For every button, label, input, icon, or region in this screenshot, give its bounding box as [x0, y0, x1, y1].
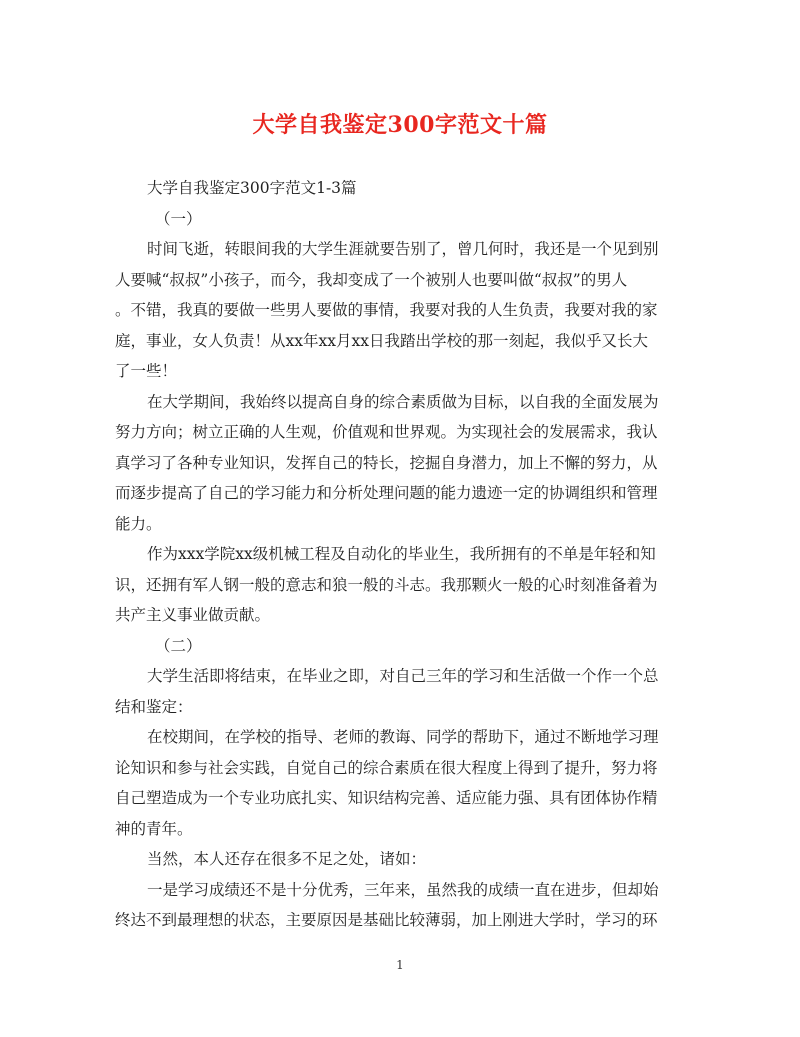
- page-number: 1: [396, 958, 404, 972]
- paragraph-3: [115, 539, 685, 631]
- paragraph-line: 共产主义事业做贡献。: [115, 606, 271, 624]
- paragraph-line: 作为xxx学院xx级机械工程及自动化的毕业生，我所拥有的不单是年轻和知: [147, 545, 656, 563]
- section-heading-1: （一）: [155, 209, 202, 228]
- paragraph-2: [115, 387, 685, 540]
- paragraph-line: 识，还拥有军人钢一般的意志和狼一般的斗志。我那颗火一般的心时刻准备着为: [115, 575, 658, 594]
- paragraph-line: 时间飞逝，转眼间我的大学生涯就要告别了，曾几何时，我还是一个见到别: [147, 240, 659, 258]
- paragraph-line: 神的青年。: [115, 819, 193, 838]
- paragraph-6: [115, 844, 685, 875]
- paragraph-line: 结和鉴定：: [115, 697, 193, 716]
- document-title: 大学自我鉴定300字范文十篇: [252, 112, 548, 138]
- paragraph-line: 终达不到最理想的状态，主要原因是基础比较薄弱，加上刚进大学时，学习的环: [115, 911, 658, 929]
- paragraph-line: 能力。: [115, 514, 162, 533]
- paragraph-line: 真学习了各种专业知识，发挥自己的特长，挖掘自身潜力，加上不懈的努力，从: [115, 453, 658, 472]
- paragraph-line: 在大学期间，我始终以提高自身的综合素质做为目标，以自我的全面发展为: [147, 392, 659, 411]
- paragraph-line: 。不错，我真的要做一些男人要做的事情，我要对我的人生负责，我要对我的家: [115, 301, 658, 319]
- section-heading-2: （二）: [155, 636, 202, 655]
- paragraph-line: 人要喊“叔叔”小孩子，而今，我却变成了一个被别人也要叫做“叔叔”的男人: [115, 270, 628, 289]
- subtitle: 大学自我鉴定300字范文1-3篇: [147, 179, 357, 197]
- paragraph-line: 了一些！: [115, 362, 178, 380]
- paragraph-line: 大学生活即将结束，在毕业之即，对自己三年的学习和生活做一个作一个总: [147, 667, 659, 685]
- paragraph-line: 自己塑造成为一个专业功底扎实、知识结构完善、适应能力强、具有团体协作精: [115, 789, 658, 807]
- paragraph-line: 努力方向；树立正确的人生观，价值观和世界观。为实现社会的发展需求，我认: [115, 423, 658, 441]
- paragraph-7: [115, 875, 685, 936]
- paragraph-line: 而逐步提高了自己的学习能力和分析处理问题的能力遗迹一定的协调组织和管理: [115, 484, 658, 502]
- paragraph-4: [115, 661, 685, 722]
- paragraph-line: 在校期间，在学校的指导、老师的教诲、同学的帮助下，通过不断地学习理: [147, 728, 659, 746]
- paragraph-line: 庭，事业，女人负责！从xx年xx月xx日我踏出学校的那一刻起，我似乎又长大: [115, 331, 648, 350]
- paragraph-1: [115, 234, 685, 387]
- document-body: [115, 173, 685, 936]
- paragraph-line: 一是学习成绩还不是十分优秀，三年来，虽然我的成绩一直在进步，但却始: [147, 880, 659, 899]
- paragraph-line: 论知识和参与社会实践，自觉自己的综合素质在很大程度上得到了提升，努力将: [115, 758, 658, 777]
- paragraph-line: 当然，本人还存在很多不足之处，诸如：: [147, 850, 427, 868]
- paragraph-5: [115, 722, 685, 844]
